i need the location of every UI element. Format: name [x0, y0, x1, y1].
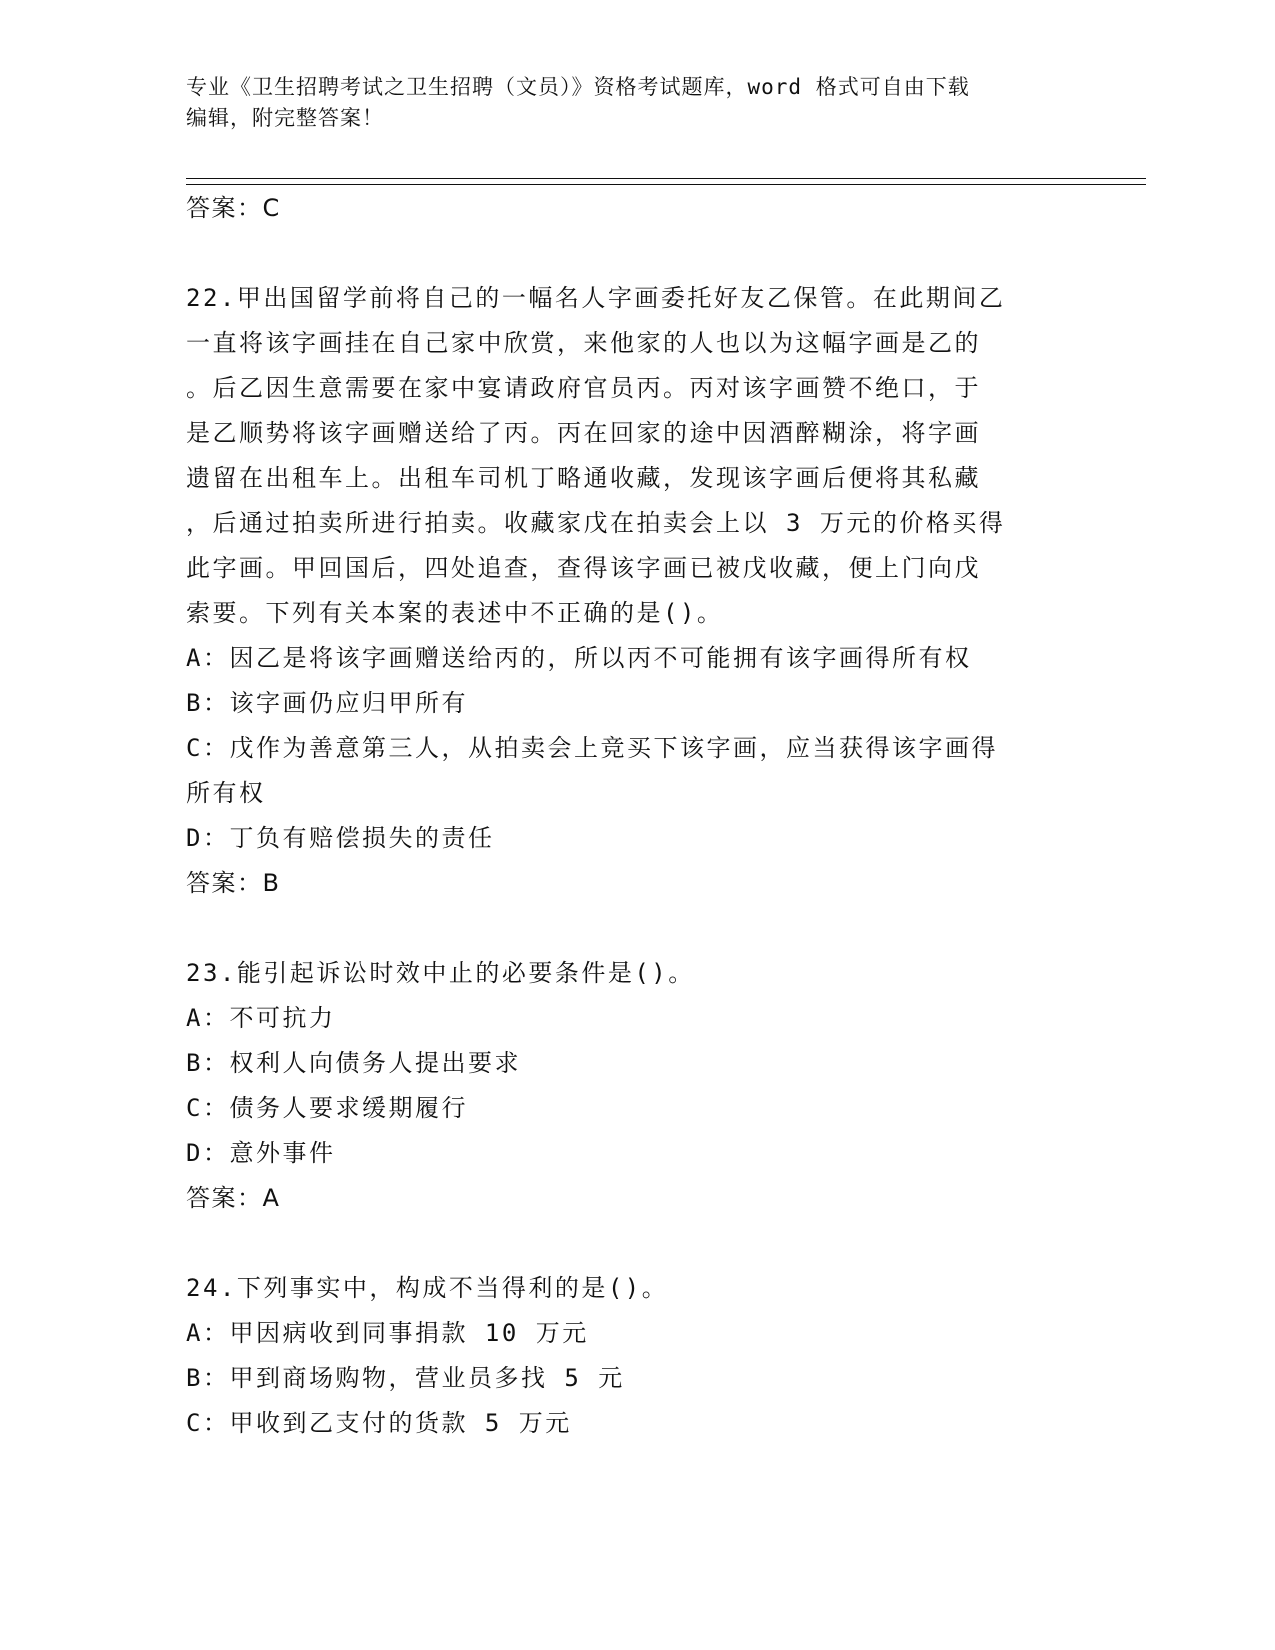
- question-content: [186, 186, 1086, 1446]
- question-stem-line: ，后通过拍卖所进行拍卖。收藏家戊在拍卖会上以 3 万元的价格买得: [186, 509, 1006, 537]
- question-stem-line: 遗留在出租车上。出租车司机丁略通收藏，发现该字画后便将其私藏: [186, 464, 981, 492]
- option-a: A：不可抗力: [186, 1004, 336, 1032]
- spacer: [186, 906, 1086, 951]
- question-stem-line: 索要。下列有关本案的表述中不正确的是()。: [186, 599, 724, 627]
- option-a: A：因乙是将该字画赠送给丙的，所以丙不可能拥有该字画得所有权: [186, 644, 972, 672]
- option-c: C：债务人要求缓期履行: [186, 1094, 468, 1122]
- spacer: [186, 231, 1086, 276]
- option-a: A：甲因病收到同事捐款 10 万元: [186, 1319, 589, 1347]
- option-c-continued: 所有权: [186, 779, 266, 807]
- question-stem: 24.下列事实中，构成不当得利的是()。: [186, 1274, 669, 1302]
- question-22: [186, 276, 1086, 906]
- header-divider-top: [186, 178, 1146, 179]
- option-d: D：意外事件: [186, 1139, 336, 1167]
- question-stem-line: 22.甲出国留学前将自己的一幅名人字画委托好友乙保管。在此期间乙: [186, 284, 1006, 312]
- option-b: B：权利人向债务人提出要求: [186, 1049, 521, 1077]
- header-line-1: 专业《卫生招聘考试之卫生招聘（文员）》资格考试题库，word 格式可自由下载: [186, 75, 970, 99]
- header-divider-bottom: [186, 184, 1146, 185]
- answer-q22: 答案：B: [186, 869, 281, 897]
- answer-q23: 答案：A: [186, 1184, 281, 1212]
- question-24: [186, 1266, 1086, 1446]
- option-b: B：甲到商场购物，营业员多找 5 元: [186, 1364, 625, 1392]
- spacer: [186, 1221, 1086, 1266]
- document-header: [186, 72, 1066, 134]
- question-stem-line: 。后乙因生意需要在家中宴请政府官员丙。丙对该字画赞不绝口，于: [186, 374, 981, 402]
- question-stem-line: 是乙顺势将该字画赠送给了丙。丙在回家的途中因酒醉糊涂，将字画: [186, 419, 981, 447]
- header-line-2: 编辑，附完整答案！: [186, 106, 384, 130]
- option-c: C：甲收到乙支付的货款 5 万元: [186, 1409, 572, 1437]
- question-23: [186, 951, 1086, 1221]
- question-stem: 23.能引起诉讼时效中止的必要条件是()。: [186, 959, 695, 987]
- option-b: B：该字画仍应归甲所有: [186, 689, 468, 717]
- question-stem-line: 此字画。甲回国后，四处追查，查得该字画已被戊收藏，便上门向戊: [186, 554, 981, 582]
- option-d: D：丁负有赔偿损失的责任: [186, 824, 495, 852]
- option-c: C：戊作为善意第三人，从拍卖会上竞买下该字画，应当获得该字画得: [186, 734, 998, 762]
- question-stem-line: 一直将该字画挂在自己家中欣赏，来他家的人也以为这幅字画是乙的: [186, 329, 981, 357]
- answer-q21: 答案：C: [186, 194, 281, 222]
